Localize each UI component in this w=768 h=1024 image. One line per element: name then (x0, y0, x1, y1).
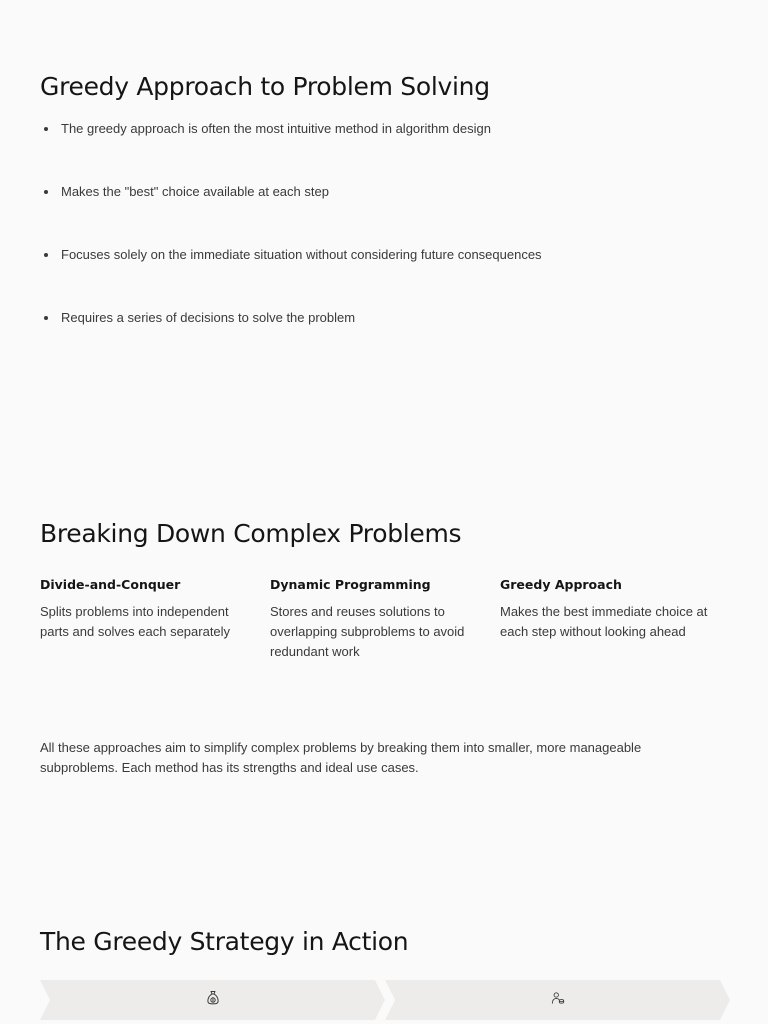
strategy-step-1 (40, 980, 385, 1020)
money-bag-icon (206, 990, 220, 1011)
column-title: Greedy Approach (500, 577, 622, 592)
strategy-steps (40, 980, 730, 1020)
bullet-item: Focuses solely on the immediate situation without considering future consequences (40, 246, 730, 309)
bullet-item: Makes the "best" choice available at each step (40, 183, 730, 246)
section-title-greedy-approach: Greedy Approach to Problem Solving (40, 72, 490, 101)
column-dynamic-programming (270, 576, 500, 662)
section-title-greedy-strategy: The Greedy Strategy in Action (40, 927, 409, 956)
section-title-breaking-down: Breaking Down Complex Problems (40, 519, 462, 548)
column-text: Stores and reuses solutions to overlapping subproblems to avoid redundant work (270, 604, 465, 659)
column-text: Makes the best immediate choice at each step without looking ahead (500, 604, 708, 639)
bullet-item: Requires a series of decisions to solve the problem (40, 309, 730, 372)
column-greedy-approach (500, 576, 730, 662)
column-text: Splits problems into independent parts and solves each separately (40, 604, 231, 639)
column-divide-and-conquer (40, 576, 270, 662)
approach-columns (40, 576, 730, 662)
summary-paragraph: All these approaches aim to simplify complex problems by breaking them into smaller, more manageable subproblems. Each method has its strengths and ideal use cases. (40, 740, 642, 775)
column-title: Divide-and-Conquer (40, 577, 181, 592)
person-coins-icon (551, 990, 565, 1011)
bullet-item: The greedy approach is often the most intuitive method in algorithm design (40, 120, 730, 183)
column-title: Dynamic Programming (270, 577, 431, 592)
greedy-bullet-list (40, 120, 730, 372)
strategy-step-2 (385, 980, 730, 1020)
